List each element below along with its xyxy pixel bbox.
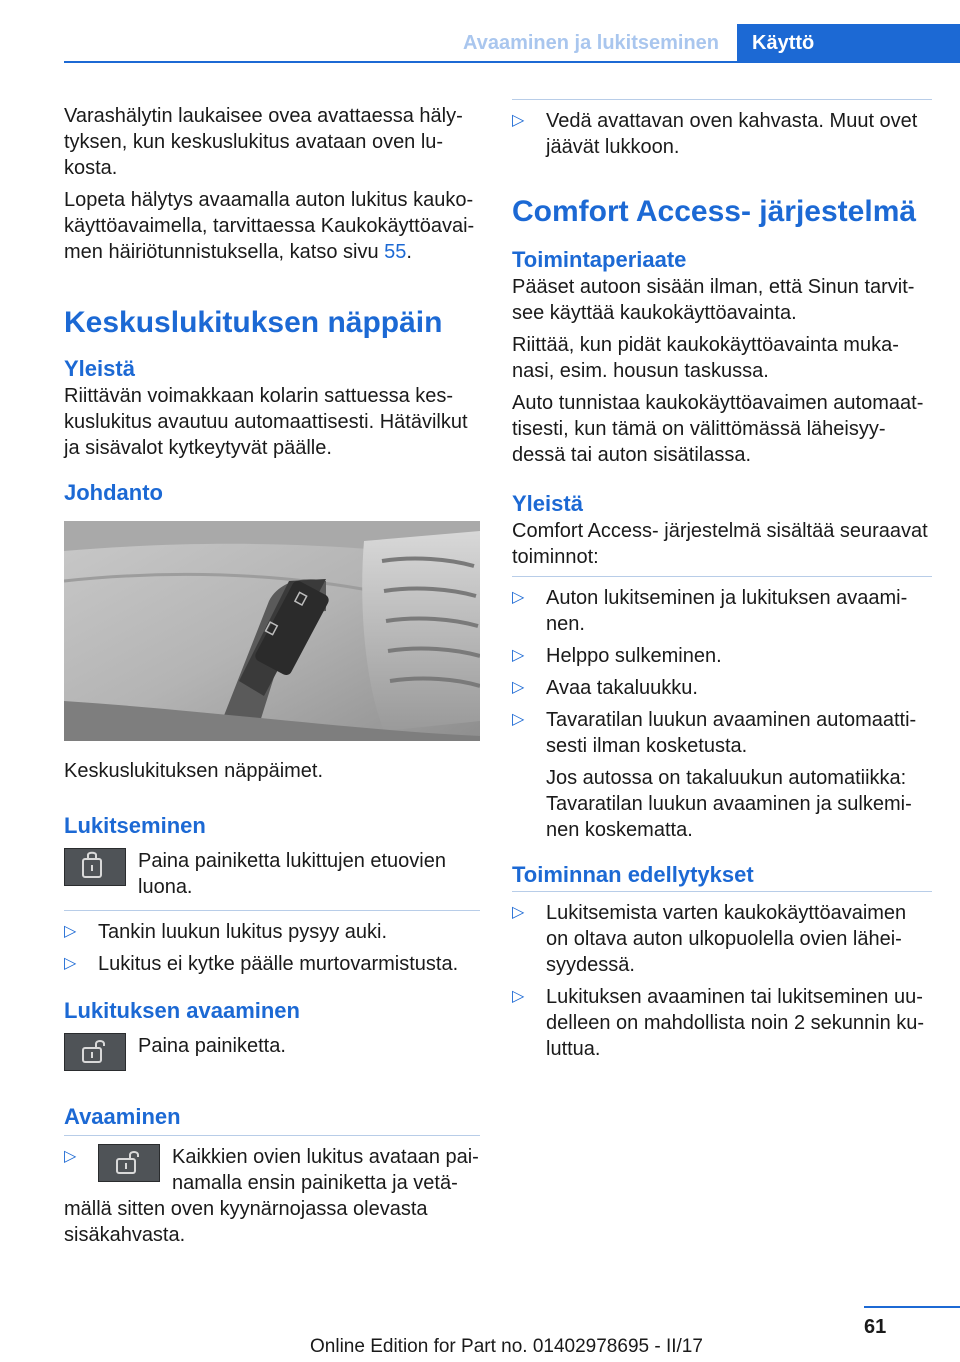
triangle-right-icon: ▷	[512, 988, 525, 1005]
left-column	[64, 103, 480, 1248]
unlock-button-icon	[98, 1144, 160, 1182]
functions-list	[512, 585, 932, 843]
door-panel-photo	[64, 521, 480, 748]
divider	[512, 891, 932, 892]
list-item: ▷ Avaa takaluukku.	[512, 677, 698, 699]
top-bullet-list	[512, 108, 932, 160]
subheading-unlocking: Lukituksen avaaminen	[64, 998, 300, 1023]
intro-paragraph-2-end: .	[406, 241, 412, 263]
triangle-right-icon: ▷	[512, 589, 525, 606]
divider	[512, 576, 932, 577]
opening-text-b: mällä sitten oven kyynärnojassa olevasta sisäkahvasta.	[64, 1198, 428, 1246]
triangle-right-icon: ▷	[512, 112, 525, 129]
triangle-right-icon: ▷	[64, 1148, 77, 1165]
opening-bullet	[64, 1144, 480, 1248]
lock-button-icon	[64, 848, 126, 886]
list-item: ▷ Lukitus ei kytke päälle murtovarmistusta.	[64, 953, 459, 975]
locking-bullet-list	[64, 919, 480, 977]
unlocking-text: Paina painiketta.	[138, 1035, 286, 1057]
divider	[64, 910, 480, 911]
list-item: ▷ Tavaratilan luukun avaaminen automaatti- sesti ilman kosketusta. Jos autossa on takaluukun automatiikka: Tavaratilan luukun avaaminen ja sulkemi- nen koskematta.	[512, 707, 932, 843]
page-number: 61	[864, 1316, 887, 1338]
right-column	[512, 103, 932, 1068]
subheading-principle: Toimintaperiaate	[512, 247, 687, 272]
list-item: ▷ Tankin luukun lukitus pysyy auki.	[64, 921, 388, 943]
section-heading-central-locking-button: Keskuslukituksen näppäin	[64, 306, 443, 339]
intro-paragraph-2	[64, 187, 480, 265]
header-chapter-tab: Käyttö	[737, 24, 960, 62]
triangle-right-icon: ▷	[512, 711, 525, 728]
divider	[64, 1135, 480, 1136]
footer-rule	[864, 1306, 960, 1308]
triangle-right-icon: ▷	[512, 647, 525, 664]
header-section-title: Avaaminen ja lukitseminen	[463, 32, 720, 54]
subheading-introduction: Johdanto	[64, 480, 163, 505]
subheading-general-right: Yleistä	[512, 491, 583, 516]
unlock-button-icon	[64, 1033, 126, 1071]
locking-instruction	[64, 848, 480, 900]
opening-text-a: Kaikkien ovien lukitus avataan pai- namalla ensin painiketta ja vetä-	[172, 1146, 479, 1194]
divider	[512, 99, 932, 100]
general-paragraph-right: Comfort Access- järjestelmä sisältää seuraavat toiminnot:	[512, 520, 928, 568]
list-item: ▷ Lukitsemista varten kaukokäyttöavaimen on oltava auton ulkopuolella ovien lähei- syydessä.	[512, 902, 907, 976]
footer-edition: Online Edition for Part no. 01402978695 - II/17	[310, 1336, 703, 1357]
triangle-right-icon: ▷	[512, 679, 525, 696]
principle-paragraph-1: Pääset autoon sisään ilman, että Sinun tarvit- see käyttää kaukokäyttöavainta.	[512, 276, 915, 324]
triangle-right-icon: ▷	[64, 923, 77, 940]
header-rule	[64, 61, 960, 63]
subheading-locking: Lukitseminen	[64, 813, 206, 838]
conditions-list	[512, 900, 932, 1062]
unlocking-instruction	[64, 1033, 480, 1071]
subheading-general: Yleistä	[64, 356, 135, 381]
list-item: ▷ Helppo sulkeminen.	[512, 645, 722, 667]
list-item: ▷ Vedä avattavan oven kahvasta. Muut ovet jäävät lukkoon.	[512, 110, 918, 158]
general-paragraph: Riittävän voimakkaan kolarin sattuessa kes- kuslukitus avautuu automaattisesti. Hätävilkut ja sisävalot kytkeytyvät päälle.	[64, 385, 468, 459]
page-reference-link[interactable]: 55	[384, 241, 407, 263]
section-heading-comfort-access: Comfort Access- järjestelmä	[512, 195, 917, 228]
subheading-conditions: Toiminnan edellytykset	[512, 862, 754, 887]
locking-text: Paina painiketta lukittujen etuovien luona.	[138, 850, 446, 898]
photo-caption: Keskuslukituksen näppäimet.	[64, 760, 324, 782]
principle-paragraph-3: Auto tunnistaa kaukokäyttöavaimen automaat- tisesti, kun tämä on välittömässä läheisyy- dessä tai auton sisätilassa.	[512, 392, 924, 466]
list-item: ▷ Auton lukitseminen ja lukituksen avaami- nen.	[512, 587, 908, 635]
principle-paragraph-2: Riittää, kun pidät kaukokäyttöavainta muka- nasi, esim. housun taskussa.	[512, 334, 899, 382]
functions-note: Jos autossa on takaluukun automatiikka: Tavaratilan luukun avaaminen ja sulkemi- nen koskematta.	[546, 767, 912, 841]
intro-paragraph-1: Varashälytin laukaisee ovea avattaessa häly- tyksen, kun keskuslukitus avataan oven lu- kosta.	[64, 105, 463, 179]
subheading-opening: Avaaminen	[64, 1104, 181, 1129]
list-item: ▷ Lukituksen avaaminen tai lukitseminen uu- delleen on mahdollista noin 2 sekunnin ku- luttua.	[512, 986, 925, 1060]
triangle-right-icon: ▷	[512, 904, 525, 921]
intro-paragraph-2-text: Lopeta hälytys avaamalla auton lukitus kauko- käyttöavaimella, tarvittaessa Kaukokäyttöavai- men häiriötunnistuksella, katso sivu	[64, 189, 475, 263]
triangle-right-icon: ▷	[64, 955, 77, 972]
